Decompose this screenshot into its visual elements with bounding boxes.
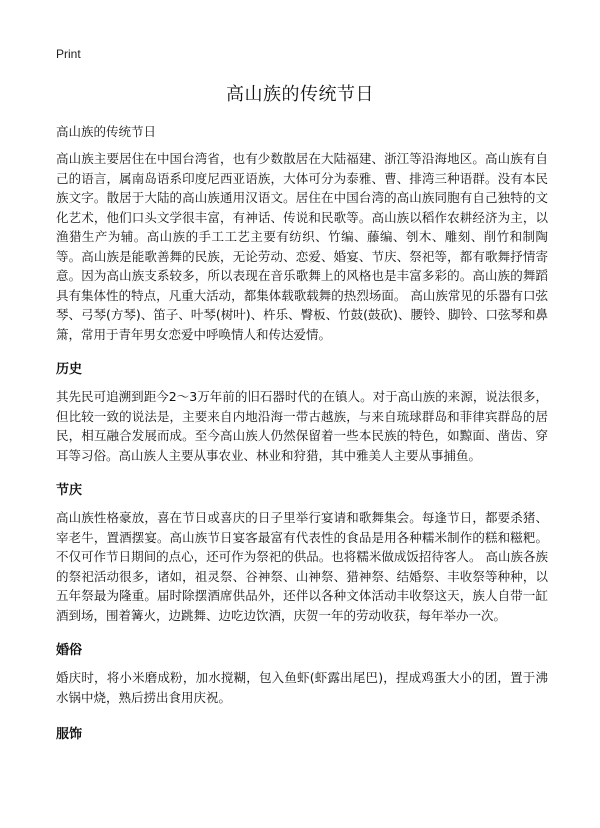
- history-paragraph: 其先民可追溯到距今2～3万年前的旧石器时代的在镇人。对于高山族的来源，说法很多，但比较一致的说法是，主要来自内地沿海一带古越族，与来自琉球群岛和菲律宾群岛的居民，相互融合发展而成。至今高山族人仍然保留着一些本民族的特色，如黥面、凿齿、穿耳等习俗。高山族人主要从事农业、林业和狩猎，其中雅美人主要从事捕鱼。: [56, 389, 548, 463]
- article-body: [56, 149, 548, 742]
- article-subtitle: 高山族的传统节日: [56, 124, 157, 139]
- print-link[interactable]: Print: [56, 47, 81, 61]
- history-heading: 历史: [56, 362, 83, 377]
- page-title: 高山族的传统节日: [226, 84, 374, 105]
- festival-heading: 节庆: [56, 483, 83, 498]
- wedding-paragraph: 婚庆时，将小米磨成粉，加水搅糊，包入鱼虾(虾露出尾巴)，捏成鸡蛋大小的团，置于沸水锅中烧，熟后捞出食用庆祝。: [56, 670, 548, 705]
- wedding-heading: 婚俗: [56, 643, 83, 658]
- intro-paragraph: 高山族主要居住在中国台湾省，也有少数散居在大陆福建、浙江等沿海地区。高山族有自己的语言，属南岛语系印度尼西亚语族，大体可分为泰雅、曹、排湾三种语群。没有本民族文字。散居于大陆的高山族通用汉语文。居住在中国台湾的高山族同胞有自己独特的文化艺术，他们口头文学很丰富，有神话、传说和民歌等。高山族以稻作农耕经济为主，以渔猎生产为辅。高山族的手工工艺主要有纺织、竹编、藤编、刳木、雕刻、削竹和制陶等。高山族是能歌善舞的民族，无论劳动、恋爱、婚宴、节庆、祭祀等，都有歌舞抒情寄意。因为高山族支系较多，所以表现在音乐歌舞上的风格也是丰富多彩的。高山族的舞蹈具有集体性的特点，凡重大活动，都集体载歌载舞的热烈场面。 高山族常见的乐器有口弦琴、弓琴(方琴)、笛子、叶琴(树叶)、杵乐、臀板、竹鼓(鼓砍)、腰铃、脚铃、口弦琴和鼻箫，常用于青年男女恋爱中呼唤情人和传达爱情。: [56, 151, 548, 342]
- festival-paragraph: 高山族性格豪放，喜在节日或喜庆的日子里举行宴请和歌舞集会。每逢节日，都要杀猪、宰老牛，置酒摆宴。高山族节日宴客最富有代表性的食品是用各种糯米制作的糕和糍粑。不仅可作节日期间的点心，还可作为祭祀的供品。也将糯米做成饭招待客人。 高山族各族的祭祀活动很多，诸如，祖灵祭、谷神祭、山神祭、猎神祭、结婚祭、丰收祭等种种，以五年祭最为隆重。届时除摆酒席供品外，还伴以各种文体活动丰收祭这天，族人自带一缸酒到场，围着篝火，边跳舞、边吃边饮酒，庆贺一年的劳动收获，每年举办一次。: [56, 510, 548, 623]
- costume-heading: 服饰: [56, 727, 83, 742]
